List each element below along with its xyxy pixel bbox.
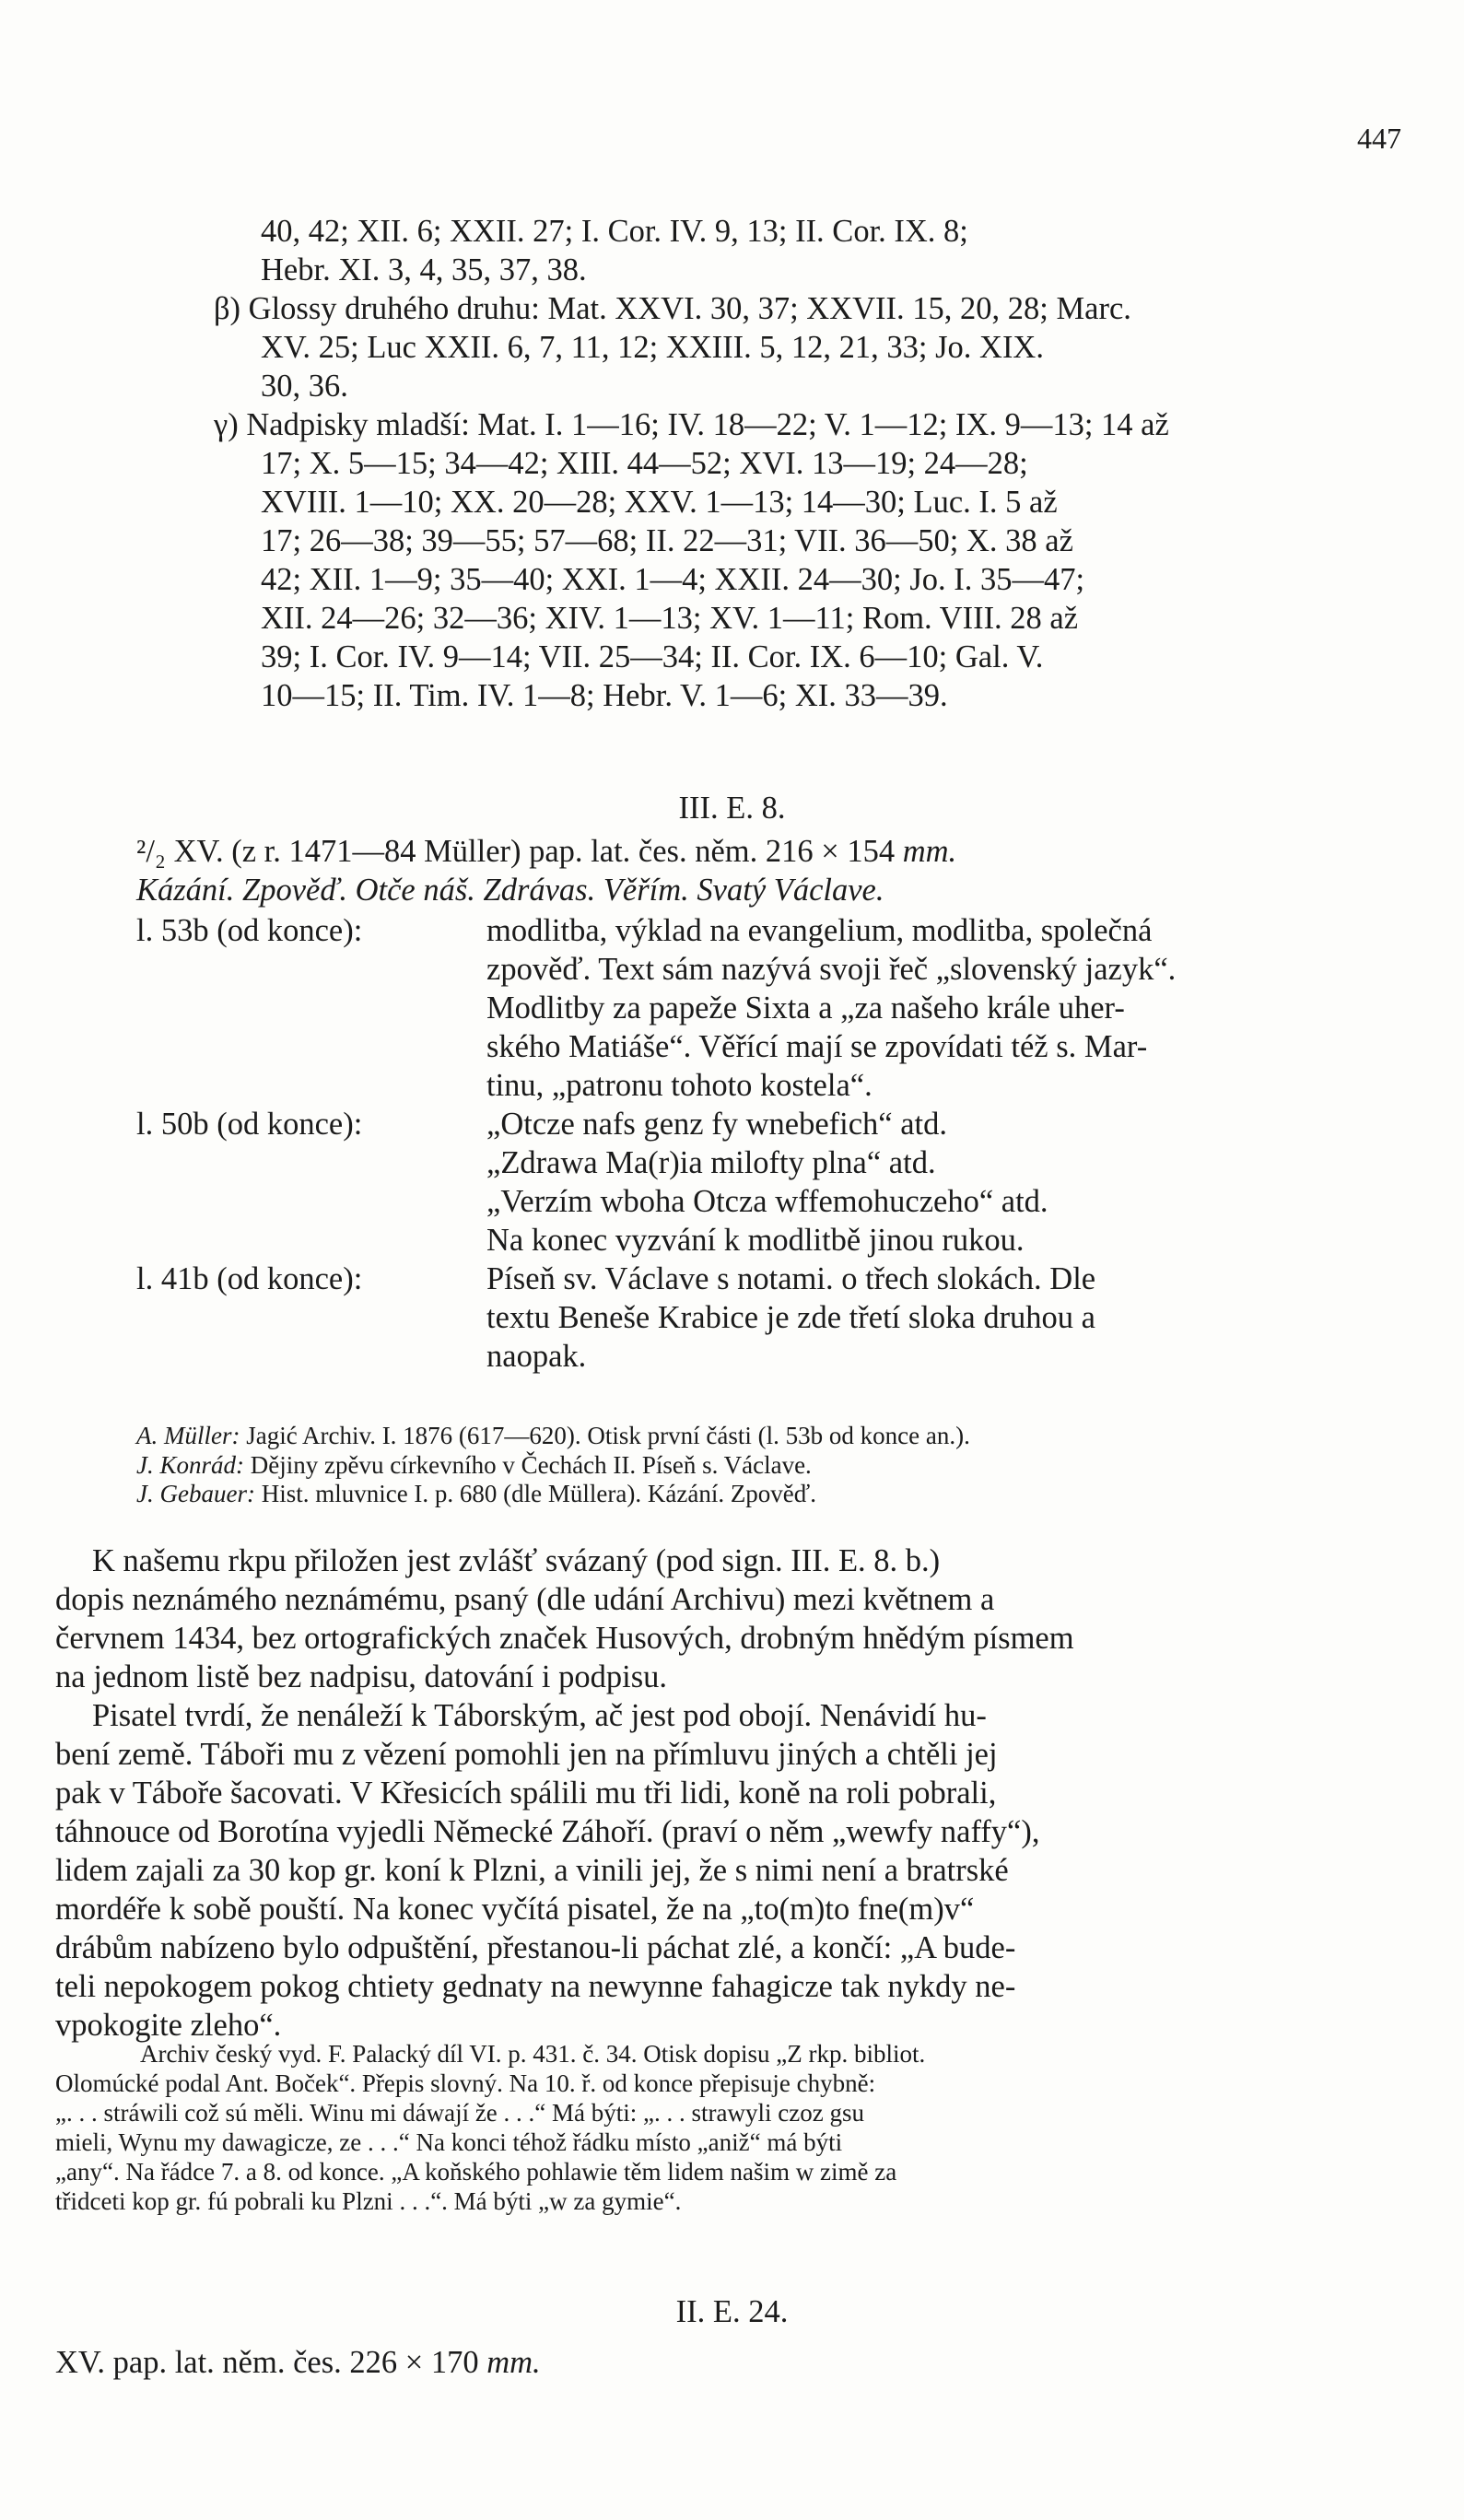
folio-text-line: naopak.	[486, 1339, 587, 1374]
manuscript-unit: mm.	[486, 2345, 541, 2380]
list-b-line: XV. 25; Luc XXII. 6, 7, 11, 12; XXIII. 5, 12, 21, 33; Jo. XIX.	[261, 330, 1044, 365]
manuscript-unit: mm.	[902, 834, 957, 869]
paragraph-line: dopis neznámého neznámému, psaný (dle udání Archivu) mezi květnem a	[55, 1582, 995, 1617]
paragraph-line: pak v Táboře šacovati. V Křesicích spálili mu tři lidi, koně na roli pobrali,	[55, 1776, 997, 1811]
paragraph-line: K našemu rkpu přiložen jest zvlášť svázaný (pod sign. III. E. 8. b.)	[92, 1543, 941, 1578]
folio-text-line: „Zdrawa Ma(r)ia milofty plna“ atd.	[486, 1145, 936, 1180]
list-c-line: XVIII. 1—10; XX. 20—28; XXV. 1—13; 14—30; Luc. I. 5 až	[261, 485, 1058, 520]
folio-label: l. 41b (od konce):	[136, 1261, 363, 1296]
paragraph-line: červnem 1434, bez ortografických značek Husových, drobným hnědým písmem	[55, 1621, 1074, 1656]
paragraph-line: mordéře k sobě pouští. Na konec vyčítá pisatel, že na „to(m)to fne(m)v“	[55, 1892, 975, 1927]
folio-text-line: tinu, „patronu tohoto kostela“.	[486, 1068, 873, 1103]
folio-text	[486, 1260, 1095, 1376]
reference-text: Hist. mluvnice I. p. 680 (dle Müllera). Kázání. Zpověď.	[261, 1480, 816, 1507]
source-note-line: Archiv český vyd. F. Palacký díl VI. p. 431. č. 34. Otisk dopisu „Z rkp. bibliot.	[140, 2040, 926, 2068]
references	[136, 1422, 970, 1509]
folio-label: l. 53b (od konce):	[136, 913, 363, 948]
reference	[136, 1422, 970, 1451]
reference-text: Dějiny zpěvu církevního v Čechách II. Píseň s. Václave.	[250, 1450, 812, 1479]
folio-text-line: Modlitby za papeže Sixta a „za našeho krále uher-	[486, 990, 1125, 1026]
folio-text-line: zpověď. Text sám nazývá svoji řeč „slovenský jazyk“.	[486, 952, 1177, 987]
paragraph-line: táhnouce od Borotína vyjedli Německé Záhoří. (praví o něm „wewfy naffy“),	[55, 1814, 1040, 1849]
list-c-line: 10—15; II. Tim. IV. 1—8; Hebr. V. 1—6; XI. 33—39.	[261, 678, 948, 713]
source-note-line: Olomúcké podal Ant. Boček“. Přepis slovný. Na 10. ř. od konce přepisuje chybně:	[55, 2069, 876, 2097]
list-c-line: 17; 26—38; 39—55; 57—68; II. 22—31; VII. 36—50; X. 38 až	[261, 523, 1073, 558]
paragraph-line: lidem zajali za 30 kop gr. koní k Plzni, a vinili jej, že s nimi není a bratrské	[55, 1853, 1009, 1888]
source-note-line: „. . . stráwili což sú měli. Winu mi dáwají že . . .“ Má býti: „. . . strawyli czoz gsu	[55, 2099, 864, 2127]
signature-heading: III. E. 8.	[678, 791, 786, 826]
folio-text	[486, 911, 1176, 1105]
reference-author: A. Müller:	[136, 1422, 240, 1449]
paragraph-line: drábům nabízeno bylo odpuštění, přestanou-li páchat zlé, a končí: „A bude-	[55, 1930, 1016, 1965]
paragraph-line: teli nepokogem pokog chtiety gednaty na newynne fahagicze tak nykdy ne-	[55, 1969, 1016, 2004]
list-c-line: XII. 24—26; 32—36; XIV. 1—13; XV. 1—11; Rom. VIII. 28 až	[261, 601, 1079, 636]
list-c-line: γ) Nadpisky mladší: Mat. I. 1—16; IV. 18—22; V. 1—12; IX. 9—13; 14 až	[214, 407, 1169, 442]
folio-text-line: „Verzím wboha Otcza wffemohuczeho“ atd.	[486, 1184, 1048, 1219]
paragraph-line: bení země. Táboři mu z vězení pomohli jen na přímluvu jiných a chtěli jej	[55, 1737, 998, 1772]
folio-text-line: Píseň sv. Václave s notami. o třech slokách. Dle	[486, 1261, 1096, 1296]
source-note-line: „any“. Na řádce 7. a 8. od konce. „A koňského pohlawie těm lidem našim w zimě za	[55, 2158, 897, 2186]
list-c-line: 17; X. 5—15; 34—42; XIII. 44—52; XVI. 13—19; 24—28;	[261, 446, 1028, 481]
page-number: 447	[1357, 122, 1401, 155]
folio-text-line: Na konec vyzvání k modlitbě jinou rukou.	[486, 1223, 1025, 1258]
folio-text-line: textu Beneše Krabice je zde třetí sloka druhou a	[486, 1300, 1095, 1335]
paragraph-line: Pisatel tvrdí, že nenáleží k Táborským, ač jest pod obojí. Nenávidí hu-	[92, 1698, 987, 1733]
list-a-line: Hebr. XI. 3, 4, 35, 37, 38.	[261, 252, 587, 287]
manuscript-description	[136, 834, 956, 869]
manuscript-contents: Kázání. Zpověď. Otče náš. Zdrávas. Věřím. Svatý Václave.	[136, 873, 884, 908]
source-note	[55, 2039, 925, 2216]
paragraph-line: na jednom listě bez nadpisu, datování i podpisu.	[55, 1659, 668, 1694]
reference-text: Jagić Archiv. I. 1876 (617—620). Otisk první části (l. 53b od konce an.).	[246, 1422, 970, 1449]
folio-text	[486, 1105, 1048, 1260]
list-a-line: 40, 42; XII. 6; XXII. 27; I. Cor. IV. 9, 13; II. Cor. IX. 8;	[261, 214, 968, 249]
folio-text-line: „Otcze nafs genz fy wnebefich“ atd.	[486, 1107, 947, 1142]
list-c-line: 42; XII. 1—9; 35—40; XXI. 1—4; XXII. 24—30; Jo. I. 35—47;	[261, 562, 1085, 597]
signature-heading: II. E. 24.	[675, 2294, 789, 2329]
manuscript-description-text: ²/₂ XV. (z r. 1471—84 Müller) pap. lat. čes. něm. 216 × 154	[136, 834, 896, 869]
list-c-line: 39; I. Cor. IV. 9—14; VII. 25—34; II. Cor. IX. 6—10; Gal. V.	[261, 639, 1044, 674]
reference	[136, 1451, 970, 1481]
paragraph-line: vpokogite zleho“.	[55, 2008, 282, 2043]
source-note-line: třidceti kop gr. fú pobrali ku Plzni . . .“. Má býti „w za gymie“.	[55, 2187, 682, 2215]
paragraph	[55, 1541, 1074, 1696]
manuscript-description-text: XV. pap. lat. něm. čes. 226 × 170	[55, 2345, 479, 2380]
reference-author: J. Konrád:	[136, 1450, 244, 1479]
reference-author: J. Gebauer:	[136, 1480, 255, 1507]
paragraph	[55, 1696, 1039, 2045]
folio-label: l. 50b (od konce):	[136, 1107, 363, 1142]
reference	[136, 1480, 970, 1509]
folio-text-line: modlitba, výklad na evangelium, modlitba, společná	[486, 913, 1153, 948]
folio-text-line: ského Matiáše“. Věřící mají se zpovídati též s. Mar-	[486, 1029, 1148, 1064]
list-b-line: 30, 36.	[261, 369, 348, 404]
manuscript-description	[55, 2345, 541, 2380]
list-b-line: β) Glossy druhého druhu: Mat. XXVI. 30, 37; XXVII. 15, 20, 28; Marc.	[214, 291, 1131, 326]
source-note-line: mieli, Wynu my dawagicze, ze . . .“ Na konci téhož řádku místo „aniž“ má býti	[55, 2128, 843, 2156]
